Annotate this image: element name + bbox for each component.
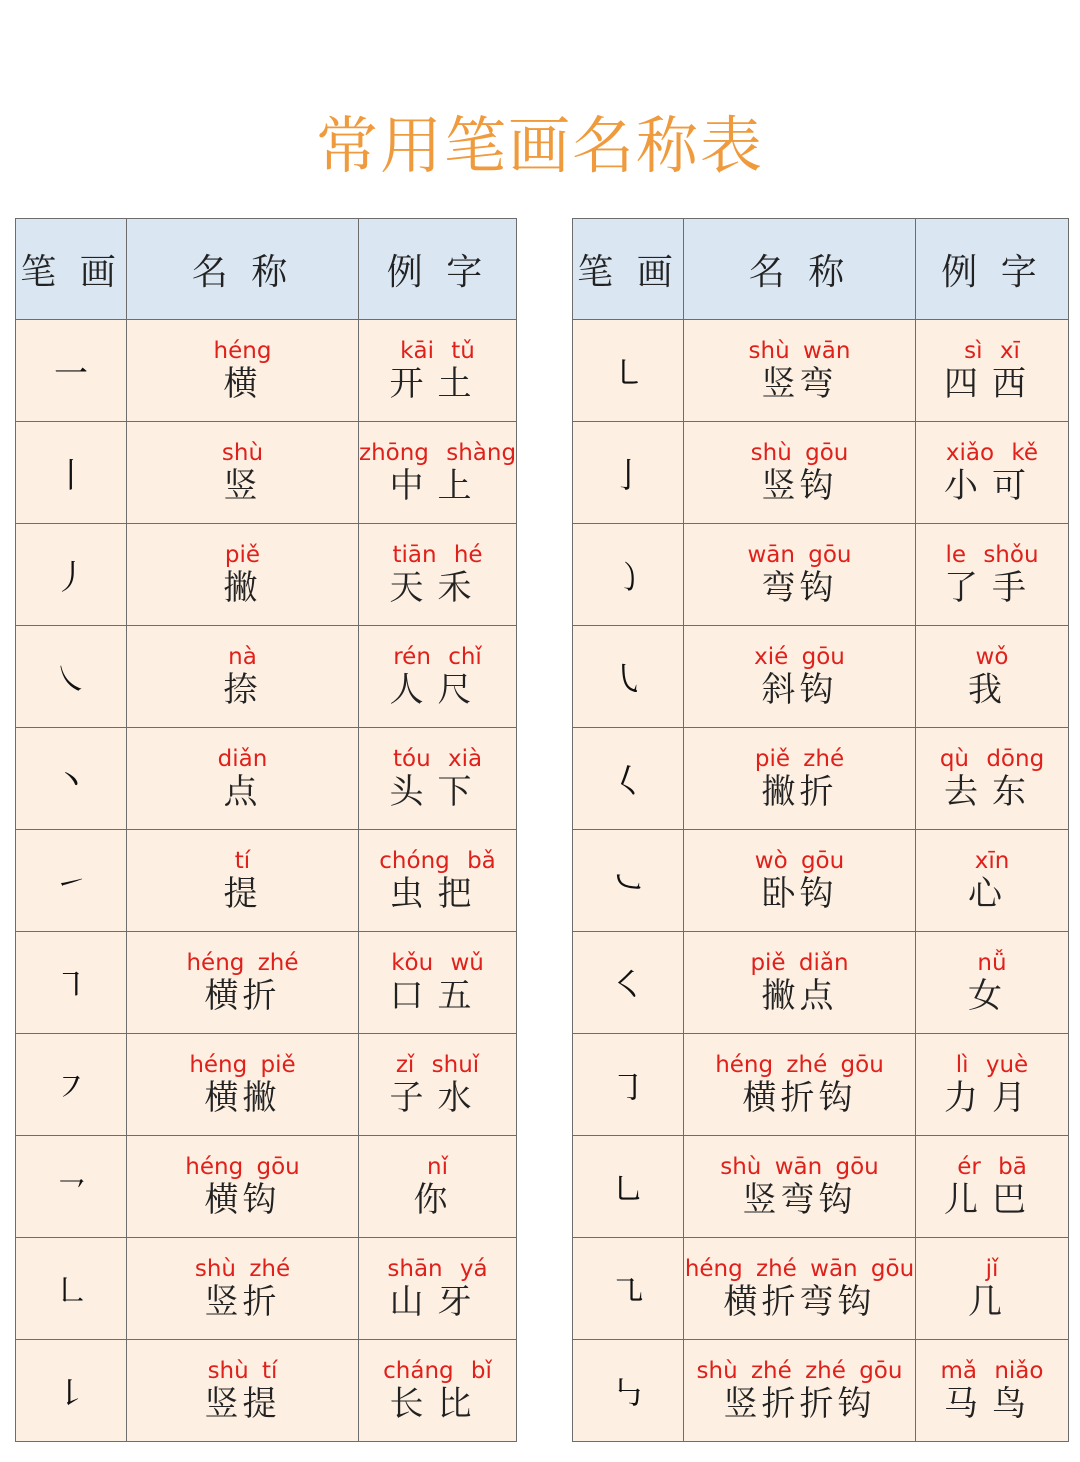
example-characters: 人尺 — [389, 669, 486, 710]
example-cell — [359, 830, 517, 932]
example-cell — [916, 1340, 1069, 1442]
example-cell — [916, 1034, 1069, 1136]
table-row — [16, 728, 517, 830]
stroke-name: 横折弯钩 — [723, 1281, 876, 1322]
example-characters: 我 — [968, 669, 1016, 710]
example-characters: 中上 — [389, 465, 486, 506]
stroke-name-cell — [684, 524, 916, 626]
example-cell — [359, 1238, 517, 1340]
example-cell — [359, 626, 517, 728]
example-characters: 你 — [413, 1179, 462, 1220]
stroke-name-pinyin: shù — [221, 439, 264, 466]
stroke-name-pinyin: wò gōu — [754, 847, 845, 874]
example-pinyin: mǎ niǎo — [940, 1357, 1044, 1384]
stroke-name-pinyin: héng piě — [189, 1051, 296, 1078]
stroke-name-pinyin: héng zhé — [186, 949, 299, 976]
table-row — [573, 320, 1069, 422]
example-cell — [916, 626, 1069, 728]
example-characters: 口五 — [389, 975, 486, 1016]
stroke-cell: ㇀ — [16, 830, 127, 932]
stroke-name-cell — [684, 932, 916, 1034]
stroke-table-left — [15, 218, 517, 1442]
table-row — [16, 830, 517, 932]
stroke-name-pinyin: piě diǎn — [750, 949, 849, 976]
example-pinyin: kǒu wǔ — [391, 949, 484, 976]
stroke-cell: ㇙ — [16, 1340, 127, 1442]
table-row — [16, 524, 517, 626]
example-pinyin: zǐ shuǐ — [395, 1051, 480, 1078]
stroke-name-pinyin: wān gōu — [747, 541, 852, 568]
example-pinyin: xīn — [974, 847, 1010, 874]
stroke-name-cell — [127, 1136, 359, 1238]
example-characters: 去东 — [944, 771, 1040, 812]
stroke-name-pinyin: shù zhé zhé gōu — [696, 1357, 903, 1384]
stroke-name-pinyin: piě — [224, 541, 261, 568]
stroke-name: 竖折 — [204, 1281, 281, 1322]
stroke-cell: ㇄ — [573, 320, 684, 422]
header-name: 名 称 — [127, 219, 359, 320]
example-cell — [916, 728, 1069, 830]
stroke-table-right — [572, 218, 1069, 1442]
header-example: 例 字 — [916, 219, 1069, 320]
example-characters: 四西 — [944, 363, 1040, 404]
stroke-name-cell — [127, 830, 359, 932]
stroke-cell: ㇇ — [16, 1034, 127, 1136]
example-characters: 小可 — [944, 465, 1040, 506]
example-pinyin: tiān hé — [392, 541, 483, 568]
example-cell — [359, 932, 517, 1034]
stroke-name-pinyin: diǎn — [217, 745, 268, 772]
example-cell — [359, 728, 517, 830]
table-row — [573, 1034, 1069, 1136]
example-cell — [916, 830, 1069, 932]
example-pinyin: wǒ — [975, 643, 1009, 670]
stroke-name-cell — [127, 1340, 359, 1442]
stroke-cell: 亅 — [573, 422, 684, 524]
stroke-name-pinyin: shù wān gōu — [720, 1153, 879, 1180]
stroke-name-cell — [684, 1238, 916, 1340]
stroke-name-cell — [684, 422, 916, 524]
stroke-cell: 丿 — [16, 524, 127, 626]
stroke-cell: 𡿨 — [573, 728, 684, 830]
example-pinyin: lì yuè — [955, 1051, 1029, 1078]
example-characters: 山牙 — [389, 1281, 486, 1322]
example-cell — [916, 422, 1069, 524]
stroke-name-cell — [684, 1034, 916, 1136]
stroke-name-pinyin: tí — [234, 847, 251, 874]
example-cell — [916, 932, 1069, 1034]
stroke-cell: ㇁ — [573, 524, 684, 626]
stroke-name: 撇点 — [761, 975, 838, 1016]
stroke-cell: 一 — [16, 320, 127, 422]
table-row — [573, 626, 1069, 728]
stroke-name-cell — [127, 932, 359, 1034]
stroke-name-pinyin: shù gōu — [750, 439, 849, 466]
example-cell — [916, 320, 1069, 422]
example-cell — [916, 524, 1069, 626]
stroke-name-pinyin: héng — [213, 337, 272, 364]
stroke-name: 横钩 — [204, 1179, 281, 1220]
header-stroke: 笔 画 — [16, 219, 127, 320]
table-row — [16, 626, 517, 728]
stroke-cell: ㇉ — [573, 1340, 684, 1442]
stroke-name: 竖钩 — [761, 465, 838, 506]
table-row — [16, 1136, 517, 1238]
stroke-cell: ㇗ — [16, 1238, 127, 1340]
header-example: 例 字 — [359, 219, 517, 320]
example-characters: 力月 — [944, 1077, 1040, 1118]
stroke-name-cell — [127, 626, 359, 728]
example-cell — [359, 1340, 517, 1442]
stroke-name-pinyin: héng gōu — [185, 1153, 300, 1180]
stroke-name: 横折 — [204, 975, 281, 1016]
example-pinyin: kāi tǔ — [400, 337, 475, 364]
table-row — [16, 932, 517, 1034]
table-row — [573, 1238, 1069, 1340]
example-characters: 头下 — [389, 771, 486, 812]
example-pinyin: xiǎo kě — [945, 439, 1039, 466]
stroke-name-pinyin: nà — [228, 643, 257, 670]
stroke-name-pinyin: xié gōu — [754, 643, 845, 670]
stroke-name: 竖折折钩 — [723, 1383, 876, 1424]
stroke-name: 竖弯 — [761, 363, 838, 404]
stroke-name-cell — [127, 1034, 359, 1136]
table-row — [573, 728, 1069, 830]
stroke-cell: ㇟ — [573, 1136, 684, 1238]
stroke-name-pinyin: héng zhé wān gōu — [684, 1255, 915, 1282]
example-cell — [359, 1136, 517, 1238]
example-pinyin: chóng bǎ — [379, 847, 496, 874]
example-characters: 几 — [968, 1281, 1016, 1322]
header-row — [16, 219, 517, 320]
example-characters: 长比 — [389, 1383, 486, 1424]
header-row — [573, 219, 1069, 320]
table-row — [16, 1034, 517, 1136]
stroke-cell: ㇕ — [16, 932, 127, 1034]
table-row — [573, 1136, 1069, 1238]
stroke-name: 竖 — [223, 465, 262, 506]
stroke-name-cell — [684, 1136, 916, 1238]
stroke-name-pinyin: shù wān — [748, 337, 851, 364]
stroke-name: 横撇 — [204, 1077, 281, 1118]
stroke-name: 弯钩 — [761, 567, 838, 608]
example-characters: 马鸟 — [944, 1383, 1040, 1424]
stroke-name: 捺 — [223, 669, 262, 710]
stroke-name-pinyin: shù tí — [207, 1357, 278, 1384]
stroke-cell: ㇂ — [573, 626, 684, 728]
example-pinyin: le shǒu — [945, 541, 1039, 568]
example-characters: 了手 — [944, 567, 1040, 608]
stroke-name: 卧钩 — [761, 873, 838, 914]
example-cell — [916, 1136, 1069, 1238]
example-cell — [359, 320, 517, 422]
stroke-cell: ㇃ — [573, 830, 684, 932]
example-cell — [916, 1238, 1069, 1340]
stroke-name-cell — [127, 728, 359, 830]
stroke-name: 点 — [223, 771, 262, 812]
example-pinyin: ér bā — [957, 1153, 1027, 1180]
example-cell — [359, 1034, 517, 1136]
example-characters: 女 — [968, 975, 1016, 1016]
example-pinyin: qù dōng — [939, 745, 1045, 772]
example-characters: 儿巴 — [944, 1179, 1040, 1220]
table-row — [573, 422, 1069, 524]
table-row — [573, 1340, 1069, 1442]
example-cell — [359, 524, 517, 626]
table-row — [573, 932, 1069, 1034]
stroke-name: 斜钩 — [761, 669, 838, 710]
example-pinyin: cháng bǐ — [383, 1357, 492, 1384]
stroke-name: 撇折 — [761, 771, 838, 812]
stroke-name: 提 — [223, 873, 262, 914]
stroke-name: 竖弯钩 — [742, 1179, 857, 1220]
table-row — [573, 830, 1069, 932]
example-pinyin: nǐ — [427, 1153, 448, 1180]
table-row — [16, 1238, 517, 1340]
stroke-name-cell — [127, 320, 359, 422]
stroke-name: 横折钩 — [742, 1077, 857, 1118]
example-characters: 开土 — [389, 363, 486, 404]
stroke-name-cell — [684, 1340, 916, 1442]
stroke-cell: ㇛ — [573, 932, 684, 1034]
stroke-name-pinyin: shù zhé — [194, 1255, 291, 1282]
stroke-cell: ㇆ — [573, 1034, 684, 1136]
table-row — [16, 1340, 517, 1442]
stroke-cell: 丶 — [16, 728, 127, 830]
example-pinyin: tóu xià — [392, 745, 483, 772]
stroke-name-cell — [127, 524, 359, 626]
example-pinyin: rén chǐ — [393, 643, 482, 670]
stroke-name-pinyin: héng zhé gōu — [715, 1051, 884, 1078]
example-pinyin: sì xī — [964, 337, 1020, 364]
stroke-name-cell — [127, 1238, 359, 1340]
example-pinyin: nǚ — [977, 949, 1007, 976]
table-row — [16, 422, 517, 524]
stroke-name-cell — [684, 626, 916, 728]
example-characters: 子水 — [389, 1077, 486, 1118]
table-row — [573, 524, 1069, 626]
example-characters: 虫把 — [389, 873, 486, 914]
example-pinyin: zhōng shàng — [359, 439, 517, 466]
example-characters: 心 — [968, 873, 1016, 914]
stroke-name: 竖提 — [204, 1383, 281, 1424]
example-cell — [359, 422, 517, 524]
stroke-cell: 丨 — [16, 422, 127, 524]
stroke-name: 横 — [223, 363, 262, 404]
stroke-cell: ㇈ — [573, 1238, 684, 1340]
stroke-name-cell — [684, 830, 916, 932]
stroke-cell: ㇖ — [16, 1136, 127, 1238]
stroke-name-cell — [127, 422, 359, 524]
header-stroke: 笔 画 — [573, 219, 684, 320]
stroke-name-cell — [684, 728, 916, 830]
stroke-name-cell — [684, 320, 916, 422]
stroke-name-pinyin: piě zhé — [754, 745, 845, 772]
table-row — [16, 320, 517, 422]
page-title: 常用笔画名称表 — [315, 109, 764, 182]
stroke-name: 撇 — [223, 567, 262, 608]
header-name: 名 称 — [684, 219, 916, 320]
example-characters: 天禾 — [389, 567, 486, 608]
example-pinyin: shān yá — [387, 1255, 488, 1282]
stroke-cell: ㇏ — [16, 626, 127, 728]
example-pinyin: jǐ — [985, 1255, 999, 1282]
